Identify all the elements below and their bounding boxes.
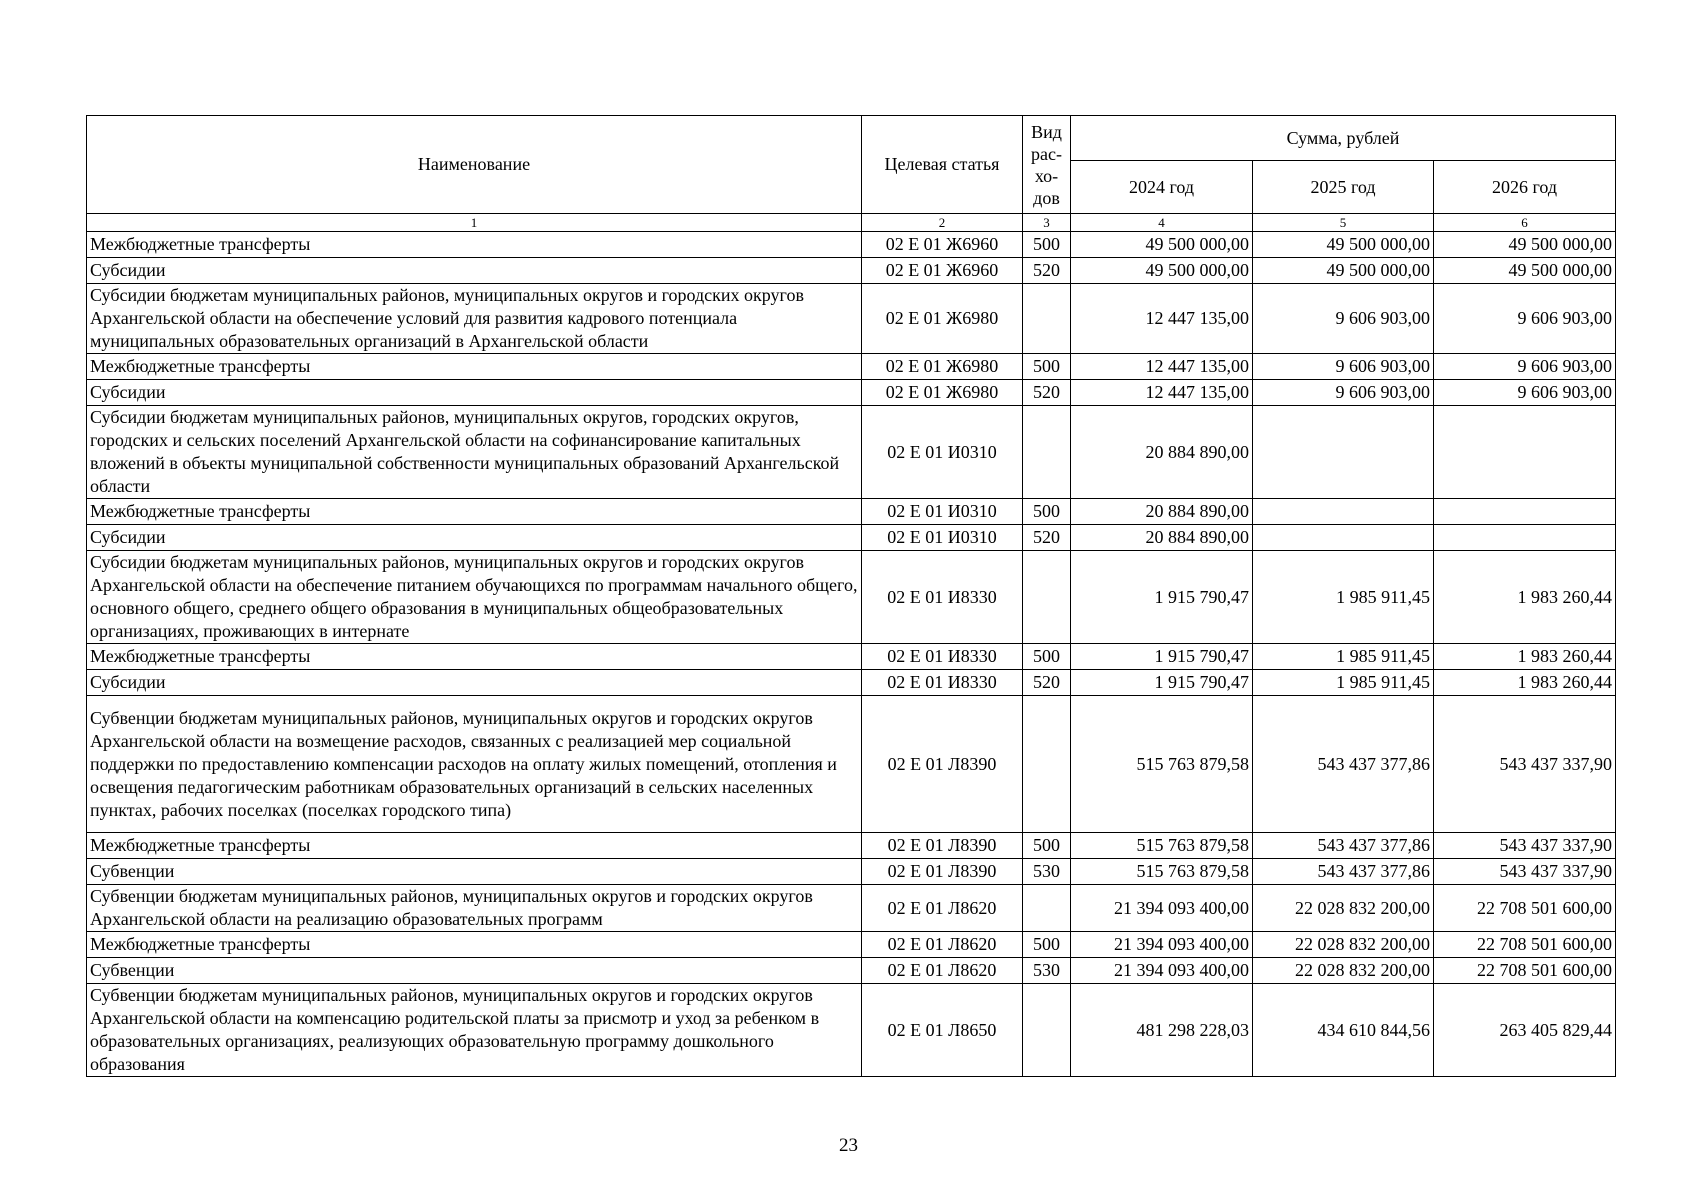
row-expense-type [1023,551,1071,644]
table-row [87,984,1616,1077]
row-expense-type: 520 [1023,258,1071,284]
row-target-code: 02 Е 01 Ж6980 [862,284,1023,354]
table-row [87,885,1616,932]
header-expense-type [1023,116,1071,214]
row-expense-type: 520 [1023,670,1071,696]
table-row [87,958,1616,984]
row-amount-2026: 543 437 337,90 [1434,696,1616,833]
header-year-2026: 2026 год [1434,161,1616,214]
row-amount-2026: 9 606 903,00 [1434,284,1616,354]
header-year-2024: 2024 год [1071,161,1253,214]
row-amount-2024: 20 884 890,00 [1071,525,1253,551]
row-name: Субсидии бюджетам муниципальных районов, муниципальных округов и городских округов Архангельской области на обеспечение условий для развития кадрового потенциала муниципальных образовательных организаций в Архангельской области [87,284,862,354]
row-expense-type: 520 [1023,380,1071,406]
row-expense-type [1023,696,1071,833]
row-amount-2026: 1 983 260,44 [1434,670,1616,696]
table-row [87,644,1616,670]
row-amount-2026: 263 405 829,44 [1434,984,1616,1077]
row-amount-2024: 20 884 890,00 [1071,406,1253,499]
row-target-code: 02 Е 01 Л8620 [862,932,1023,958]
row-name: Субсидии бюджетам муниципальных районов, муниципальных округов и городских округов Архангельской области на обеспечение питанием обучающихся по программам начального общего, основного общего, среднего общего образования в муниципальных общеобразовательных организациях, проживающих в интернате [87,551,862,644]
row-amount-2024: 49 500 000,00 [1071,258,1253,284]
column-number: 1 [87,214,862,232]
row-amount-2024: 515 763 879,58 [1071,833,1253,859]
row-amount-2024: 1 915 790,47 [1071,644,1253,670]
row-amount-2025: 1 985 911,45 [1253,644,1434,670]
table-row [87,406,1616,499]
row-name: Субсидии [87,525,862,551]
row-amount-2025: 1 985 911,45 [1253,551,1434,644]
row-amount-2024: 1 915 790,47 [1071,551,1253,644]
row-target-code: 02 Е 01 Л8390 [862,696,1023,833]
header-expense-type-line: дов [1033,187,1060,208]
table-row [87,232,1616,258]
header-sum: Сумма, рублей [1071,116,1616,161]
page-number: 23 [839,1135,858,1156]
table-header [87,116,1616,232]
row-amount-2024: 1 915 790,47 [1071,670,1253,696]
row-amount-2024: 515 763 879,58 [1071,859,1253,885]
row-amount-2026 [1434,525,1616,551]
row-amount-2025: 49 500 000,00 [1253,258,1434,284]
row-name: Межбюджетные трансферты [87,932,862,958]
row-expense-type: 500 [1023,833,1071,859]
row-amount-2025: 543 437 377,86 [1253,696,1434,833]
row-amount-2025: 22 028 832 200,00 [1253,958,1434,984]
row-name: Субсидии [87,258,862,284]
table-row [87,670,1616,696]
row-amount-2026 [1434,406,1616,499]
row-amount-2025: 9 606 903,00 [1253,284,1434,354]
column-number: 4 [1071,214,1253,232]
row-name: Субсидии [87,380,862,406]
row-expense-type [1023,885,1071,932]
row-amount-2026: 1 983 260,44 [1434,551,1616,644]
table-row [87,258,1616,284]
row-amount-2026: 543 437 337,90 [1434,859,1616,885]
row-amount-2025: 1 985 911,45 [1253,670,1434,696]
row-amount-2026: 22 708 501 600,00 [1434,958,1616,984]
row-name: Субвенции бюджетам муниципальных районов, муниципальных округов и городских округов Архангельской области на возмещение расходов, связанных с реализацией мер социальной поддержки по предоставлению компенсации расходов на оплату жилых помещений, отопления и освещения педагогическим работникам образовательных организаций в сельских населенных пунктах, рабочих поселках (поселках городского типа) [87,696,862,833]
row-amount-2025 [1253,406,1434,499]
row-name: Субвенции [87,859,862,885]
header-target-article: Целевая статья [862,116,1023,214]
row-amount-2026: 22 708 501 600,00 [1434,932,1616,958]
column-number: 3 [1023,214,1071,232]
table-row [87,284,1616,354]
row-amount-2026: 22 708 501 600,00 [1434,885,1616,932]
header-name: Наименование [87,116,862,214]
column-number-row [87,214,1616,232]
row-name: Межбюджетные трансферты [87,644,862,670]
row-expense-type [1023,984,1071,1077]
row-expense-type: 500 [1023,499,1071,525]
row-amount-2026: 49 500 000,00 [1434,258,1616,284]
row-amount-2024: 481 298 228,03 [1071,984,1253,1077]
row-target-code: 02 Е 01 Ж6980 [862,354,1023,380]
row-amount-2024: 21 394 093 400,00 [1071,885,1253,932]
row-target-code: 02 Е 01 И0310 [862,499,1023,525]
row-amount-2025: 543 437 377,86 [1253,859,1434,885]
row-amount-2025: 22 028 832 200,00 [1253,885,1434,932]
row-amount-2024: 515 763 879,58 [1071,696,1253,833]
table-row [87,859,1616,885]
column-number: 6 [1434,214,1616,232]
row-target-code: 02 Е 01 Л8390 [862,833,1023,859]
row-name: Межбюджетные трансферты [87,833,862,859]
table-row [87,380,1616,406]
header-expense-type-line: Вид [1031,121,1062,142]
table-row [87,499,1616,525]
table-row [87,525,1616,551]
row-name: Межбюджетные трансферты [87,499,862,525]
table-row [87,833,1616,859]
row-name: Субсидии бюджетам муниципальных районов, муниципальных округов, городских округов, городских и сельских поселений Архангельской области на софинансирование капитальных вложений в объекты муниципальной собственности муниципальных образований Архангельской области [87,406,862,499]
row-amount-2025: 9 606 903,00 [1253,380,1434,406]
row-amount-2024: 20 884 890,00 [1071,499,1253,525]
row-target-code: 02 Е 01 Ж6960 [862,232,1023,258]
table-body [87,232,1616,1077]
row-expense-type: 530 [1023,958,1071,984]
row-name: Субвенции [87,958,862,984]
row-amount-2026: 49 500 000,00 [1434,232,1616,258]
row-amount-2025: 22 028 832 200,00 [1253,932,1434,958]
row-expense-type: 530 [1023,859,1071,885]
row-amount-2026: 543 437 337,90 [1434,833,1616,859]
row-target-code: 02 Е 01 И8330 [862,670,1023,696]
header-expense-type-line: рас- [1031,143,1062,164]
row-expense-type: 520 [1023,525,1071,551]
table-row [87,551,1616,644]
row-expense-type: 500 [1023,932,1071,958]
row-name: Межбюджетные трансферты [87,354,862,380]
row-target-code: 02 Е 01 Л8390 [862,859,1023,885]
row-expense-type [1023,406,1071,499]
row-amount-2025: 49 500 000,00 [1253,232,1434,258]
row-expense-type: 500 [1023,232,1071,258]
row-amount-2024: 21 394 093 400,00 [1071,932,1253,958]
column-number: 5 [1253,214,1434,232]
row-amount-2025 [1253,499,1434,525]
row-amount-2026: 9 606 903,00 [1434,380,1616,406]
row-amount-2024: 12 447 135,00 [1071,380,1253,406]
header-expense-type-line: хо- [1034,165,1059,186]
row-target-code: 02 Е 01 Л8650 [862,984,1023,1077]
row-name: Субсидии [87,670,862,696]
header-year-2025: 2025 год [1253,161,1434,214]
budget-table [86,115,1616,1077]
table-row [87,354,1616,380]
row-amount-2024: 49 500 000,00 [1071,232,1253,258]
row-target-code: 02 Е 01 Л8620 [862,885,1023,932]
row-amount-2025 [1253,525,1434,551]
row-target-code: 02 Е 01 И8330 [862,551,1023,644]
row-amount-2024: 12 447 135,00 [1071,354,1253,380]
row-amount-2026: 1 983 260,44 [1434,644,1616,670]
row-target-code: 02 Е 01 Ж6960 [862,258,1023,284]
row-expense-type: 500 [1023,644,1071,670]
row-name: Субвенции бюджетам муниципальных районов, муниципальных округов и городских округов Архангельской области на реализацию образовательных программ [87,885,862,932]
row-amount-2024: 12 447 135,00 [1071,284,1253,354]
row-name: Межбюджетные трансферты [87,232,862,258]
row-amount-2026 [1434,499,1616,525]
row-target-code: 02 Е 01 Ж6980 [862,380,1023,406]
row-target-code: 02 Е 01 Л8620 [862,958,1023,984]
column-number: 2 [862,214,1023,232]
row-amount-2024: 21 394 093 400,00 [1071,958,1253,984]
row-target-code: 02 Е 01 И8330 [862,644,1023,670]
row-target-code: 02 Е 01 И0310 [862,525,1023,551]
row-amount-2025: 543 437 377,86 [1253,833,1434,859]
row-expense-type [1023,284,1071,354]
row-name: Субвенции бюджетам муниципальных районов, муниципальных округов и городских округов Архангельской области на компенсацию родительской платы за присмотр и уход за ребенком в образовательных организациях, реализующих образовательную программу дошкольного образования [87,984,862,1077]
row-amount-2025: 434 610 844,56 [1253,984,1434,1077]
table-row [87,932,1616,958]
row-amount-2025: 9 606 903,00 [1253,354,1434,380]
table-row [87,696,1616,833]
row-expense-type: 500 [1023,354,1071,380]
row-amount-2026: 9 606 903,00 [1434,354,1616,380]
row-target-code: 02 Е 01 И0310 [862,406,1023,499]
